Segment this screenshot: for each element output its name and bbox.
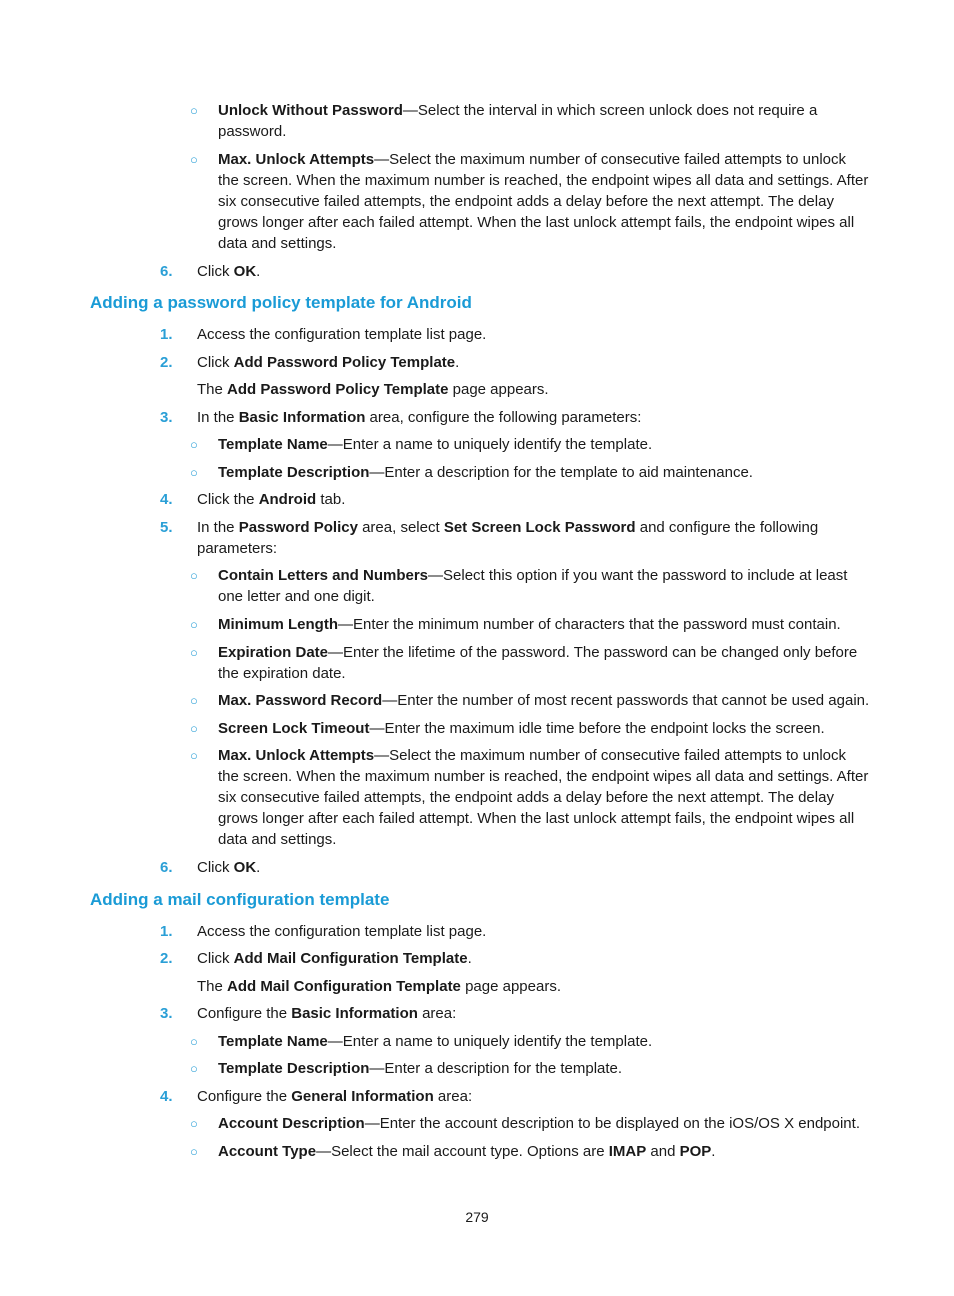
bullet-circle-icon: ○ [190, 465, 198, 480]
bullet-circle-icon: ○ [190, 103, 198, 118]
section-heading-android: Adding a password policy template for Android [90, 293, 472, 312]
bullet-circle-icon: ○ [190, 437, 198, 452]
bullet-circle-icon: ○ [190, 617, 198, 632]
bullet-circle-icon: ○ [190, 568, 198, 583]
bullet-circle-icon: ○ [190, 1144, 198, 1159]
page-number: 279 [465, 1209, 489, 1225]
bullet-circle-icon: ○ [190, 1061, 198, 1076]
android-step-2-result: The Add Password Policy Template page appears. [197, 381, 549, 398]
bullet-circle-icon: ○ [190, 721, 198, 736]
bullet-circle-icon: ○ [190, 645, 198, 660]
bullet-circle-icon: ○ [190, 1116, 198, 1131]
section-heading-mail: Adding a mail configuration template [90, 890, 390, 909]
document-page: ○ Unlock Without Password—Select the interval in which screen unlock does not require a password. ○ Max. Unlock Attempts—Select the maximum number of consecutive failed attempts to unlock the screen. When the maximum number is reached, the endpoint wipes all data and settings. After six consecutive failed attempts, the endpoint adds a delay before the next attempt. The delay grows longer after each failed attempt. When the last unlock attempt fails, the endpoint wipes all data and settings. 6. Click OK. Adding a password policy template for Android 1. Access the configuration template list page. 2. Click Add Password Policy Template. The Add Password Policy Template page appears. 3. In the Basic Information area, configure the following parameters: ○ Template Name—Enter a name to uniquely identify the template. ○ Template Description—Enter a description for the template to aid maintenance. 4. Click the Android tab. 5. In the Password Policy area, select Set Screen Lock Password and configure the following parameters: ○ Contain Letters and Numbers—Select this option if you want the password to include at least one letter and one digit. ○ Minimum Length—Enter the minimum number of characters that the password must contain. ○ Expiration Date—Enter the lifetime of the password. The password can be changed only before the expiration date. ○ Max. Password Record—Enter the number of most recent passwords that cannot be used again. ○ Screen Lock Timeout—Enter the maximum idle time before the endpoint locks the screen. ○ Max. Unlock Attempts—Select the maximum number of consecutive failed attempts to unlock the screen. When the maximum number is reached, the endpoint wipes all data and settings. After six consecutive failed attempts, the endpoint adds a delay before the next attempt. The delay grows longer after each failed attempt. When the last unlock attempt fails, the endpoint wipes all data and settings. 6. Click OK. Adding a mail configuration template 1. Access the configuration template list page. 2. Click Add Mail Configuration Template. The Add Mail Configuration Template page appears. 3. Configure the Basic Information area: ○ Template Name—Enter a name to uniquely identify the template. ○ Template Description—Enter a description for the template. 4. Configure the General Information area: ○ Account Description—Enter the account description to be displayed on the iOS/OS X endpoint. ○ Account Type—Select the mail account type. Options are IMAP and POP. 279 [0, 0, 954, 1296]
bullet-circle-icon: ○ [190, 1034, 198, 1049]
mail-step-2-result: The Add Mail Configuration Template page appears. [197, 978, 561, 995]
bullet-circle-icon: ○ [190, 693, 198, 708]
bullet-circle-icon: ○ [190, 748, 198, 763]
bullet-circle-icon: ○ [190, 152, 198, 167]
